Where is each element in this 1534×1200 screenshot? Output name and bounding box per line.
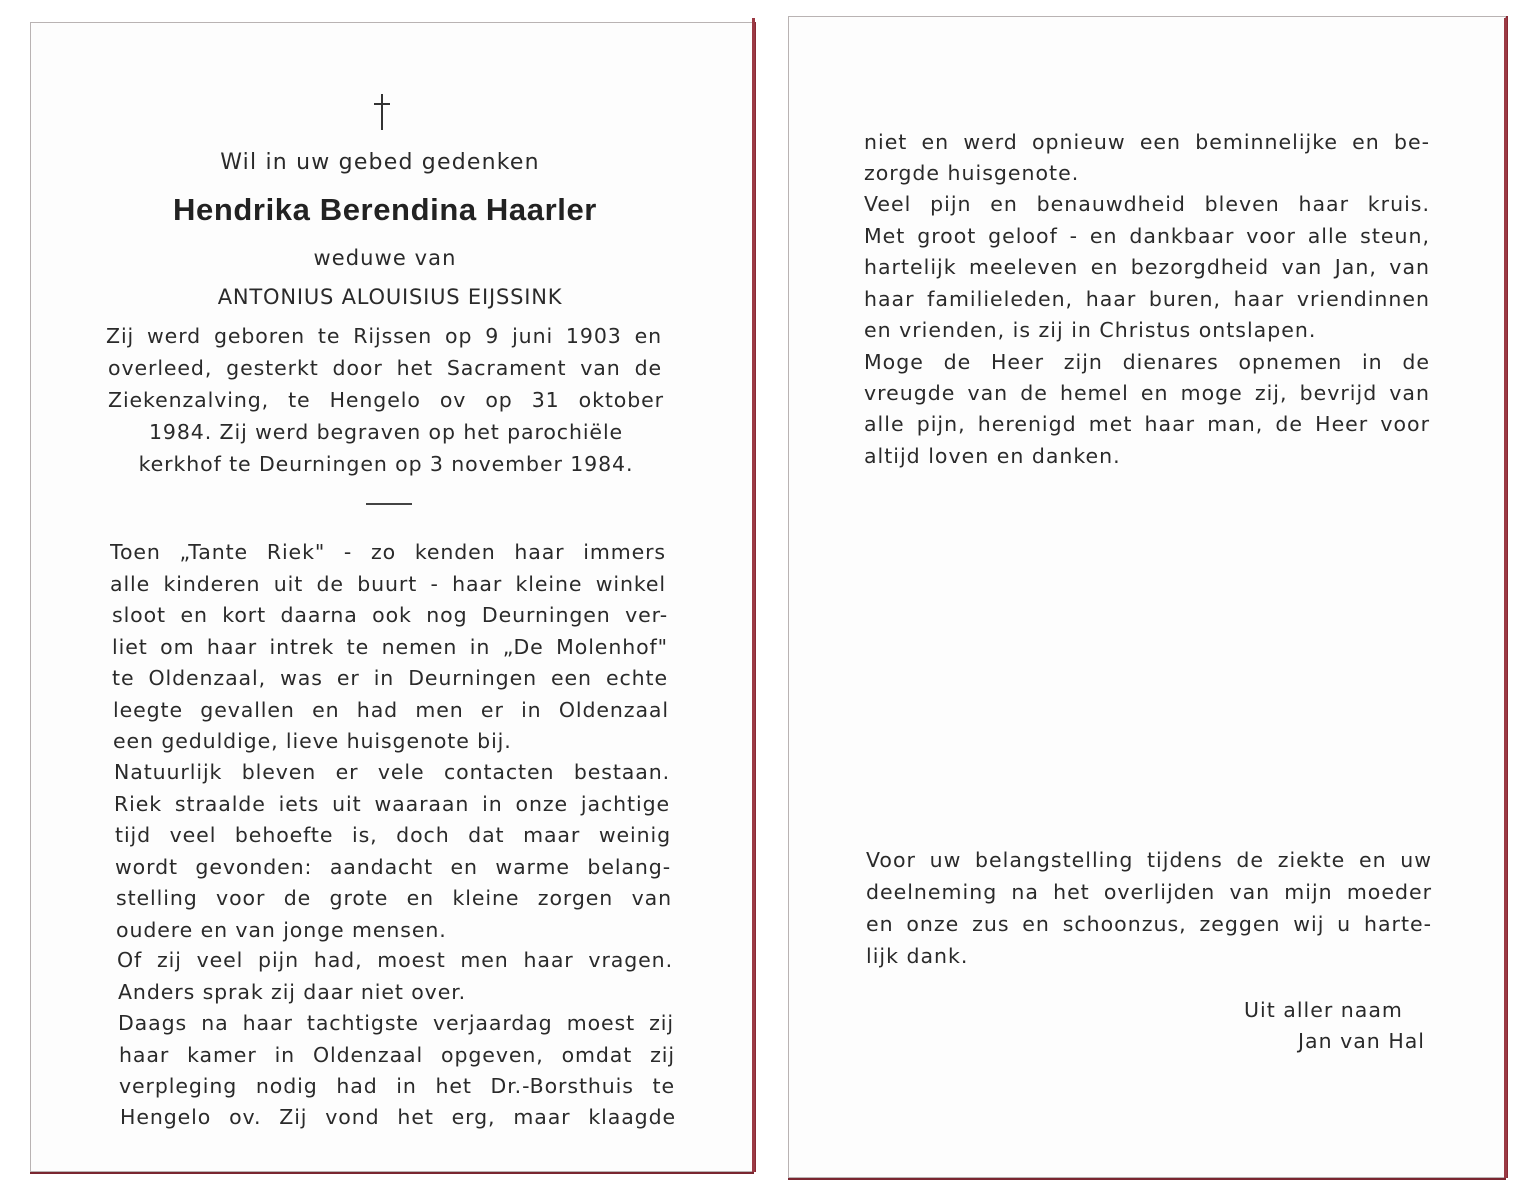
text-line: hartelijk meeleven en bezorgdheid van Jan, van <box>864 255 1430 279</box>
text-line: een geduldige, lieve huisgenote bij. <box>113 729 512 753</box>
text-line: liet om haar intrek te nemen in „De Molenhof" <box>112 635 668 659</box>
divider <box>366 503 412 505</box>
text-line: oudere en van jonge mensen. <box>116 918 447 942</box>
card-edge <box>752 18 755 1172</box>
text-line: Daags na haar tachtigste verjaardag moest zij <box>118 1011 674 1035</box>
spouse-name: ANTONIUS ALOUISIUS EIJSSINK <box>217 285 563 309</box>
card-edge <box>1504 18 1507 1178</box>
text-line: altijd loven en danken. <box>864 444 1121 468</box>
text-line: Moge de Heer zijn dienares opnemen in de <box>864 350 1430 374</box>
text-line: alle kinderen uit de buurt - haar kleine winkel <box>110 572 666 596</box>
life-line: 1984. Zij werd begraven op het parochiële <box>148 420 624 444</box>
text-line: Natuurlijk bleven er vele contacten bestaan. <box>114 760 670 784</box>
life-line: Ziekenzalving, te Hengelo ov op 31 oktober <box>108 388 664 412</box>
deceased-name: Hendrika Berendina Haarler <box>173 192 597 227</box>
signatory-name: Jan van Hal <box>1298 1029 1425 1053</box>
text-line: stelling voor de grote en kleine zorgen van <box>116 886 672 910</box>
text-line: sloot en kort daarna ook nog Deurningen ver- <box>112 603 668 627</box>
text-line: tijd veel behoefte is, doch dat maar weinig <box>115 823 671 847</box>
text-line: verpleging nodig had in het Dr.-Borsthuis te <box>119 1074 675 1098</box>
text-line: vreugde van de hemel en moge zij, bevrijd van <box>864 381 1430 405</box>
text-line: Riek straalde iets uit waaraan in onze jachtige <box>114 792 670 816</box>
text-line: Hengelo ov. Zij vond het erg, maar klaagde <box>120 1105 676 1129</box>
cross-icon <box>381 94 383 130</box>
thanks-line: Voor uw belangstelling tijdens de ziekte en uw <box>866 848 1432 872</box>
life-line: kerkhof te Deurningen op 3 november 1984. <box>138 452 634 476</box>
thanks-line: deelneming na het overlijden van mijn moeder <box>866 880 1432 904</box>
text-line: Toen „Tante Riek" - zo kenden haar immers <box>110 540 666 564</box>
signoff-text: Uit aller naam <box>1244 998 1403 1022</box>
text-line: haar familieleden, haar buren, haar vriendinnen <box>864 287 1430 311</box>
text-line: haar kamer in Oldenzaal opgeven, omdat zij <box>119 1043 675 1067</box>
life-line: overleed, gesterkt door het Sacrament van de <box>108 356 662 380</box>
text-line: Of zij veel pijn had, moest men haar vragen. <box>117 948 673 972</box>
text-line: Met groot geloof - en dankbaar voor alle steun, <box>864 224 1430 248</box>
text-line: leegte gevallen en had men er in Oldenzaal <box>113 698 669 722</box>
text-line: Veel pijn en benauwdheid bleven haar kruis. <box>864 192 1430 216</box>
text-line: Anders sprak zij daar niet over. <box>118 980 467 1004</box>
text-line: niet en werd opnieuw een beminnelijke en be- <box>864 130 1430 154</box>
thanks-line: lijk dank. <box>866 944 969 968</box>
intro-text: Wil in uw gebed gedenken <box>220 150 540 175</box>
text-line: en vrienden, is zij in Christus ontslapen. <box>864 318 1317 342</box>
text-line: wordt gevonden: aandacht en warme belang- <box>115 855 671 879</box>
text-line: zorgde huisgenote. <box>864 161 1080 185</box>
widow-of-label: weduwe van <box>313 246 457 270</box>
text-line: alle pijn, herenigd met haar man, de Heer voor <box>864 412 1430 436</box>
text-line: te Oldenzaal, was er in Deurningen een echte <box>112 666 668 690</box>
life-line: Zij werd geboren te Rijssen op 9 juni 1903 en <box>106 324 662 348</box>
thanks-line: en onze zus en schoonzus, zeggen wij u harte- <box>866 912 1432 936</box>
